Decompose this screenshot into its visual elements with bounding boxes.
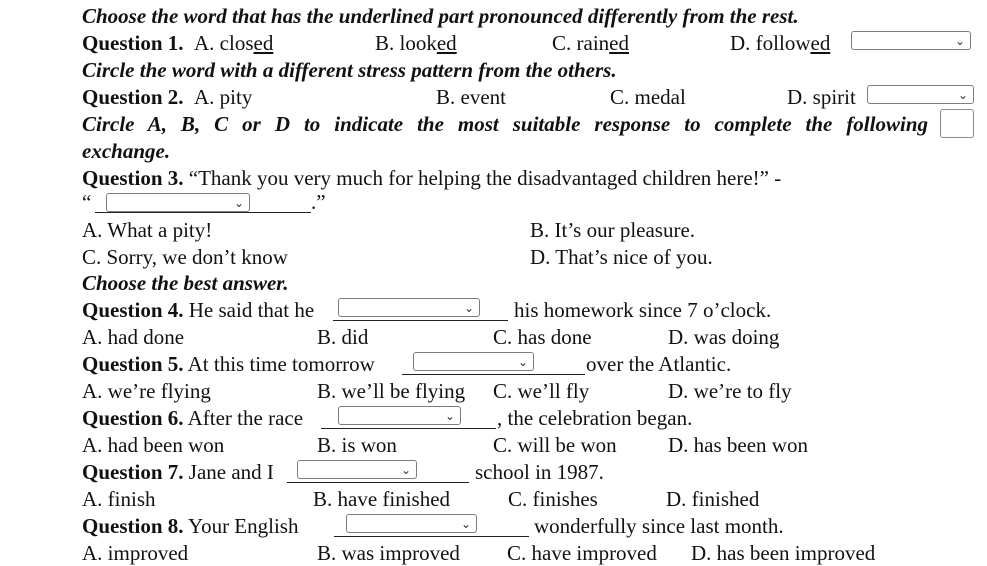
question-8-row: [82, 513, 298, 539]
q8-option-b: B. was improved: [317, 541, 460, 565]
question-8-text-after: wonderfully since last month.: [534, 514, 784, 538]
question-7-label: Question 7.: [82, 460, 184, 484]
q2-option-a: A. pity: [194, 85, 253, 109]
chevron-down-icon: ⌄: [957, 88, 968, 102]
instruction-2: Circle the word with a different stress pattern from the others.: [82, 58, 617, 82]
question-4-text-after: his homework since 7 o’clock.: [514, 298, 772, 322]
q6-answer-select[interactable]: [338, 406, 461, 425]
q6-option-d: D. has been won: [668, 433, 808, 457]
q8-option-a: A. improved: [82, 541, 189, 565]
q4-option-a: A. had done: [82, 325, 185, 349]
q3-open-quote: “: [82, 190, 92, 214]
question-5-label: Question 5.: [82, 352, 184, 376]
q5-option-c: C. we’ll fly: [493, 379, 590, 403]
q5-blank-line: [402, 374, 585, 375]
q2-option-b: B. event: [436, 85, 506, 109]
question-8-label: Question 8.: [82, 514, 184, 538]
instruction-3-continued: exchange.: [82, 139, 171, 163]
q8-answer-select[interactable]: [346, 514, 477, 533]
q6-option-c: C. will be won: [493, 433, 617, 457]
q4-option-d: D. was doing: [668, 325, 780, 349]
question-5-text-after: over the Atlantic.: [586, 352, 732, 376]
chevron-down-icon: ⌄: [954, 34, 965, 48]
q4-option-b: B. did: [317, 325, 369, 349]
chevron-down-icon: ⌄: [233, 196, 244, 210]
chevron-down-icon: ⌄: [460, 517, 471, 531]
q1-option-b: B. looked: [375, 31, 457, 55]
q2-answer-select[interactable]: [867, 85, 974, 104]
question-3-label: Question 3.: [82, 166, 184, 190]
question-8-text-before: Your English: [188, 514, 299, 538]
q6-blank-line: [321, 428, 496, 429]
q5-option-b: B. we’ll be flying: [317, 379, 466, 403]
q4-answer-select[interactable]: [338, 298, 480, 317]
q3-close-quote: .”: [311, 190, 326, 214]
question-6-text-before: After the race: [187, 406, 304, 430]
q8-option-c: C. have improved: [507, 541, 657, 565]
question-4-label: Question 4.: [82, 298, 184, 322]
q3-option-a: A. What a pity!: [82, 218, 213, 242]
q5-option-d: D. we’re to fly: [668, 379, 792, 403]
q7-option-a: A. finish: [82, 487, 156, 511]
q3-option-c: C. Sorry, we don’t know: [82, 245, 288, 269]
q1-option-a: A. closed: [194, 31, 274, 55]
question-3-row: [82, 165, 781, 191]
q3-blank-line: [95, 212, 311, 213]
q7-option-d: D. finished: [666, 487, 760, 511]
q4-blank-line: [333, 320, 508, 321]
chevron-down-icon: ⌄: [463, 301, 474, 315]
question-4-text-before: He said that he: [188, 298, 315, 322]
q7-answer-select[interactable]: [297, 460, 417, 479]
chevron-down-icon: ⌄: [400, 463, 411, 477]
q8-blank-line: [334, 536, 529, 537]
question-3-prompt: “Thank you very much for helping the disadvantaged children here!” -: [188, 166, 782, 190]
q4-option-c: C. has done: [493, 325, 592, 349]
question-2-label: Question 2.: [82, 85, 184, 109]
q6-option-a: A. had been won: [82, 433, 225, 457]
q8-option-d: D. has been improved: [691, 541, 876, 565]
question-7-text-before: Jane and I: [188, 460, 274, 484]
question-4-row: [82, 297, 314, 323]
q6-option-b: B. is won: [317, 433, 397, 457]
q2-option-d: D. spirit: [787, 85, 856, 109]
instruction-4: Choose the best answer.: [82, 271, 289, 295]
q7-blank-line: [287, 482, 469, 483]
q1-answer-select[interactable]: [851, 31, 971, 50]
q3-option-d: D. That’s nice of you.: [530, 245, 713, 269]
q5-option-a: A. we’re flying: [82, 379, 211, 403]
question-6-label: Question 6.: [82, 406, 184, 430]
question-2-label-row: [82, 84, 184, 110]
question-1-label-row: [82, 30, 184, 56]
q1-option-c: C. rained: [552, 31, 629, 55]
chevron-down-icon: ⌄: [517, 355, 528, 369]
q3-answer-select[interactable]: [106, 193, 250, 212]
instruction-3: Circle A, B, C or D to indicate the most suitable response to complete the following: [82, 112, 928, 136]
q2-option-c: C. medal: [610, 85, 686, 109]
q1-option-d: D. followed: [730, 31, 831, 55]
question-5-text-before: At this time tomorrow: [187, 352, 375, 376]
q3-option-b: B. It’s our pleasure.: [530, 218, 696, 242]
question-7-text-after: school in 1987.: [475, 460, 604, 484]
q7-option-b: B. have finished: [313, 487, 451, 511]
q7-option-c: C. finishes: [508, 487, 598, 511]
q5-answer-select[interactable]: [413, 352, 534, 371]
question-5-row: [82, 351, 375, 377]
q3-empty-answer-box[interactable]: [940, 109, 974, 138]
chevron-down-icon: ⌄: [444, 409, 455, 423]
question-1-label: Question 1.: [82, 31, 184, 55]
question-6-text-after: , the celebration began.: [497, 406, 693, 430]
instruction-1: Choose the word that has the underlined part pronounced differently from the rest.: [82, 4, 799, 28]
question-6-row: [82, 405, 303, 431]
question-7-row: [82, 459, 274, 485]
